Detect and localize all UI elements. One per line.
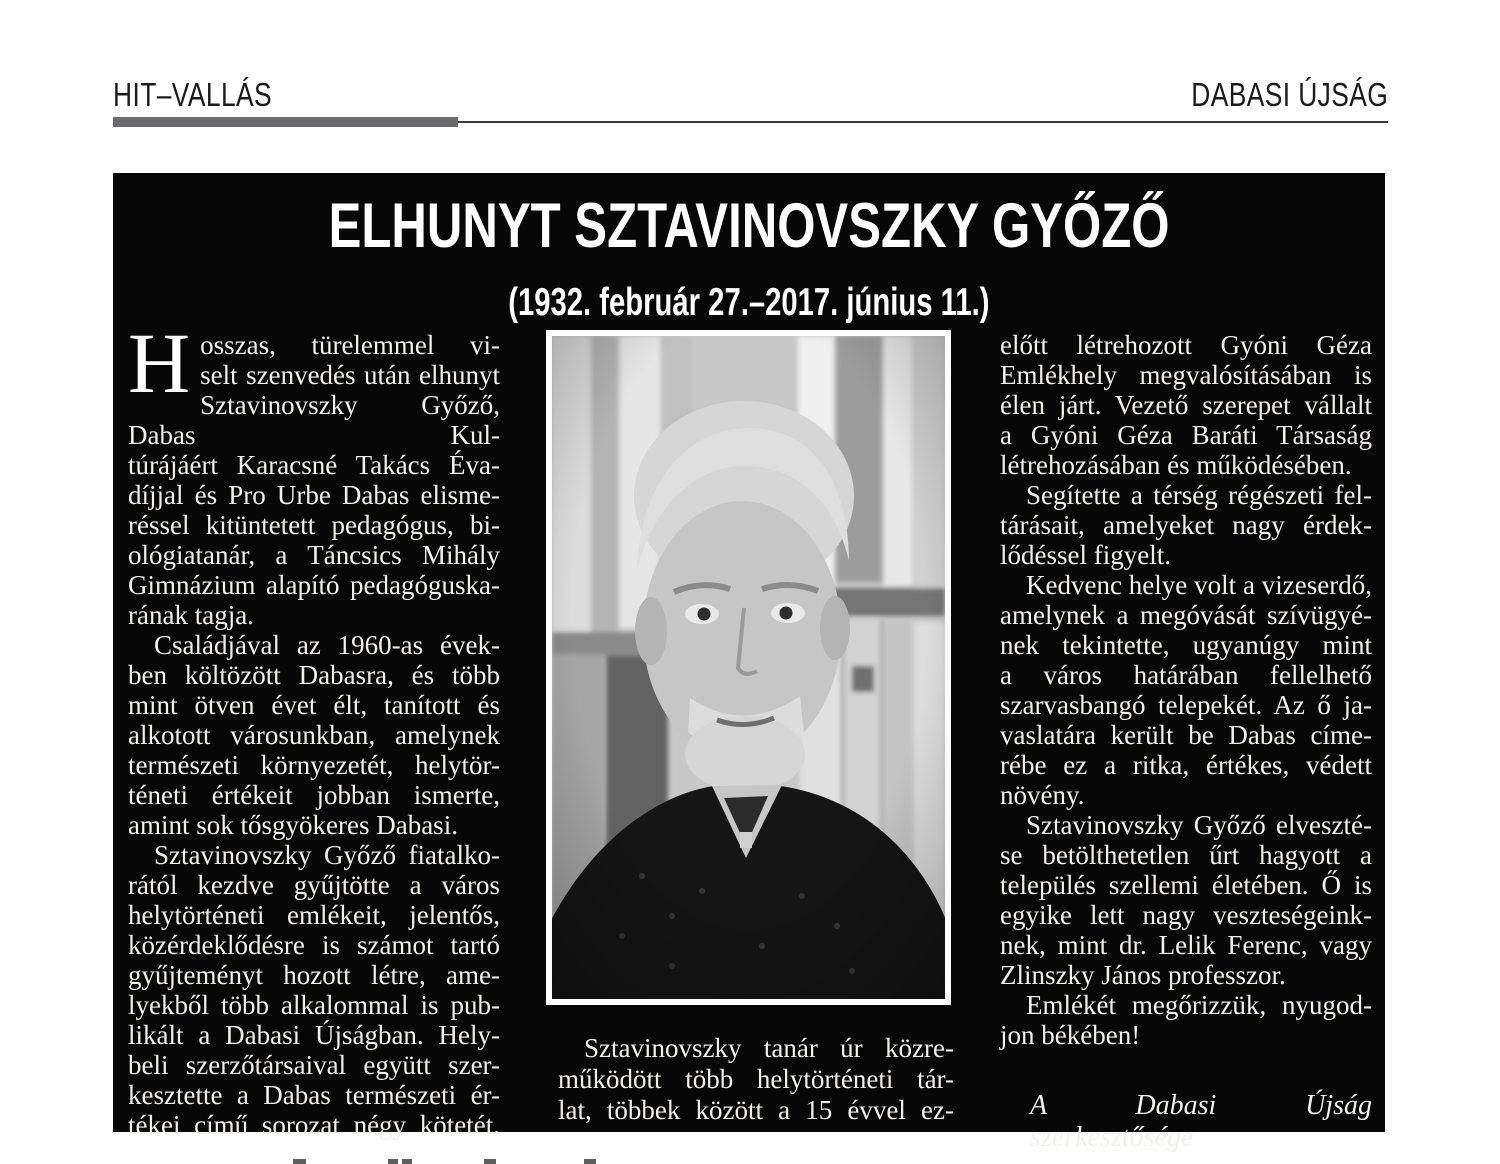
text-line: működött több helytörténeti tár- — [558, 1064, 954, 1094]
clipped-next-article-text — [484, 1159, 496, 1164]
section-label: HIT–VALLÁS — [113, 76, 273, 113]
paragraph — [128, 840, 500, 1140]
text-line: egyike lett nagy veszteségeink- — [1000, 900, 1372, 930]
text-line: természeti környezetét, helytör- — [128, 750, 500, 780]
article-title: ELHUNYT SZTAVINOVSZKY GYŐZŐ — [328, 191, 1170, 261]
text-line: túrájáért Karacsné Takács Éva- — [128, 450, 500, 480]
text-line: díjjal és Pro Urbe Dabas elisme- — [128, 480, 500, 510]
paragraph — [1000, 480, 1372, 570]
text-line: Kedvenc helye volt a vizeserdő, — [1026, 570, 1372, 600]
text-line: szarvasbangó telepekét. Az ő ja- — [1000, 690, 1372, 720]
text-line: selt szenvedés után elhunyt — [200, 360, 500, 390]
text-line: lyekből több alkalommal is pub- — [128, 990, 500, 1020]
text-line: nek, mint dr. Lelik Ferenc, vagy — [1000, 930, 1372, 960]
text-line: Segítette a térség régészeti fel- — [1026, 480, 1372, 510]
text-line: likált a Dabasi Újságban. Hely- — [128, 1020, 500, 1050]
clipped-next-article-text — [388, 1159, 398, 1164]
article-dates: (1932. február 27.–2017. június 11.) — [508, 281, 990, 324]
column-middle — [546, 330, 956, 1154]
column-right — [1000, 330, 1372, 1154]
text-line: lat, többek között a 15 évvel ez- — [558, 1095, 954, 1125]
text-line: Gimnázium alapító pedagóguska- — [128, 570, 500, 600]
drop-cap: H — [128, 315, 191, 411]
clipped-next-article-text — [293, 1159, 306, 1164]
text-line: gyűjteményt hozott létre, ame- — [128, 960, 500, 990]
paragraph — [558, 1033, 954, 1126]
text-line: amint sok tősgyökeres Dabasi. — [128, 810, 458, 840]
text-line: se betölthetetlen űrt hagyott a — [1000, 840, 1372, 870]
column-left — [128, 315, 500, 1154]
paragraph — [1000, 570, 1372, 810]
text-line: a Gyóni Géza Baráti Társaság — [1000, 420, 1372, 450]
text-line: Sztavinovszky Győző elveszté- — [1026, 810, 1372, 840]
masthead-label: DABASI ÚJSÁG — [1191, 76, 1388, 113]
text-line: tékei című sorozat négy kötetét. — [128, 1110, 500, 1140]
right-paragraphs — [1000, 330, 1372, 1050]
text-line: jon békében! — [1000, 1020, 1141, 1050]
text-line: előtt létrehozott Gyóni Géza — [1000, 330, 1372, 360]
paragraph — [1000, 330, 1372, 480]
text-line: Sztavinovszky Győző fiatalko- — [154, 840, 500, 870]
clipped-next-article-text — [402, 1159, 412, 1164]
text-line: település szellemi életében. Ő is — [1000, 870, 1372, 900]
text-line: nek tekintette, ugyanúgy mint — [1000, 630, 1372, 660]
portrait-photo — [552, 336, 945, 999]
text-line: Sztavinovszky tanár úr közre- — [584, 1033, 954, 1063]
text-line: rától kezdve gyűjtötte a város — [128, 870, 500, 900]
text-line: Emlékhely megvalósításában is — [1000, 360, 1372, 390]
text-line: osszas, türelemmel vi- — [200, 330, 500, 360]
text-line: helytörténeti emlékeit, jelentős, — [128, 900, 500, 930]
photo-caption — [546, 1033, 956, 1126]
text-line: kesztette a Dabas természeti ér- — [128, 1080, 500, 1110]
paragraph — [128, 315, 500, 630]
text-line: alkotott városunkban, amelynek — [128, 720, 500, 750]
text-line: ológiatanár, a Táncsics Mihály — [128, 540, 500, 570]
text-line: élen járt. Vezető szerepet vállalt — [1000, 390, 1372, 420]
text-line: tárásait, amelyeket nagy érdek- — [1000, 510, 1372, 540]
text-line: téneti értékeit jobban ismerte, — [128, 780, 500, 810]
text-line: lődéssel figyelt. — [1000, 540, 1171, 570]
text-line: Családjával az 1960-as évek- — [154, 630, 500, 660]
text-line: beli szerzőtársaival együtt szer- — [128, 1050, 500, 1080]
text-line: rébe ez a ritka, értékes, védett — [1000, 750, 1372, 780]
paragraph — [128, 630, 500, 840]
paragraph — [1000, 990, 1372, 1050]
text-line: ben költözött Dabasra, és több — [128, 660, 500, 690]
page-header — [113, 76, 1388, 112]
header-rule-accent — [113, 117, 458, 127]
text-line: létrehozásában és működésében. — [1000, 450, 1352, 480]
obituary-article — [113, 173, 1385, 1153]
photo-frame — [546, 330, 951, 1005]
text-line: növény. — [1000, 780, 1085, 810]
clipped-next-article-text — [584, 1159, 596, 1164]
text-line: réssel kitüntetett pedagógus, bi- — [128, 510, 500, 540]
article-dates-row — [113, 280, 1385, 334]
text-line: Emlékét megőrizzük, nyugod- — [1026, 990, 1372, 1020]
text-line: a város határában fellelhető — [1000, 660, 1372, 690]
text-line: közérdeklődésre is számot tartó — [128, 930, 500, 960]
text-line: mint ötven évet élt, tanított és — [128, 690, 500, 720]
text-line: Sztavinovszky Győző, Dabas Kul- — [128, 390, 500, 450]
paragraph — [1000, 810, 1372, 990]
article-columns — [128, 315, 1372, 1154]
article-title-row — [113, 193, 1385, 276]
signature: A Dabasi Újság szerkesztősége — [1030, 1090, 1372, 1153]
text-line: vaslatára került be Dabas címe- — [1000, 720, 1372, 750]
text-line: amelynek a megóvását szívügyé- — [1000, 600, 1372, 630]
text-line: Zlinszky János professzor. — [1000, 960, 1286, 990]
text-line: rának tagja. — [128, 600, 254, 630]
